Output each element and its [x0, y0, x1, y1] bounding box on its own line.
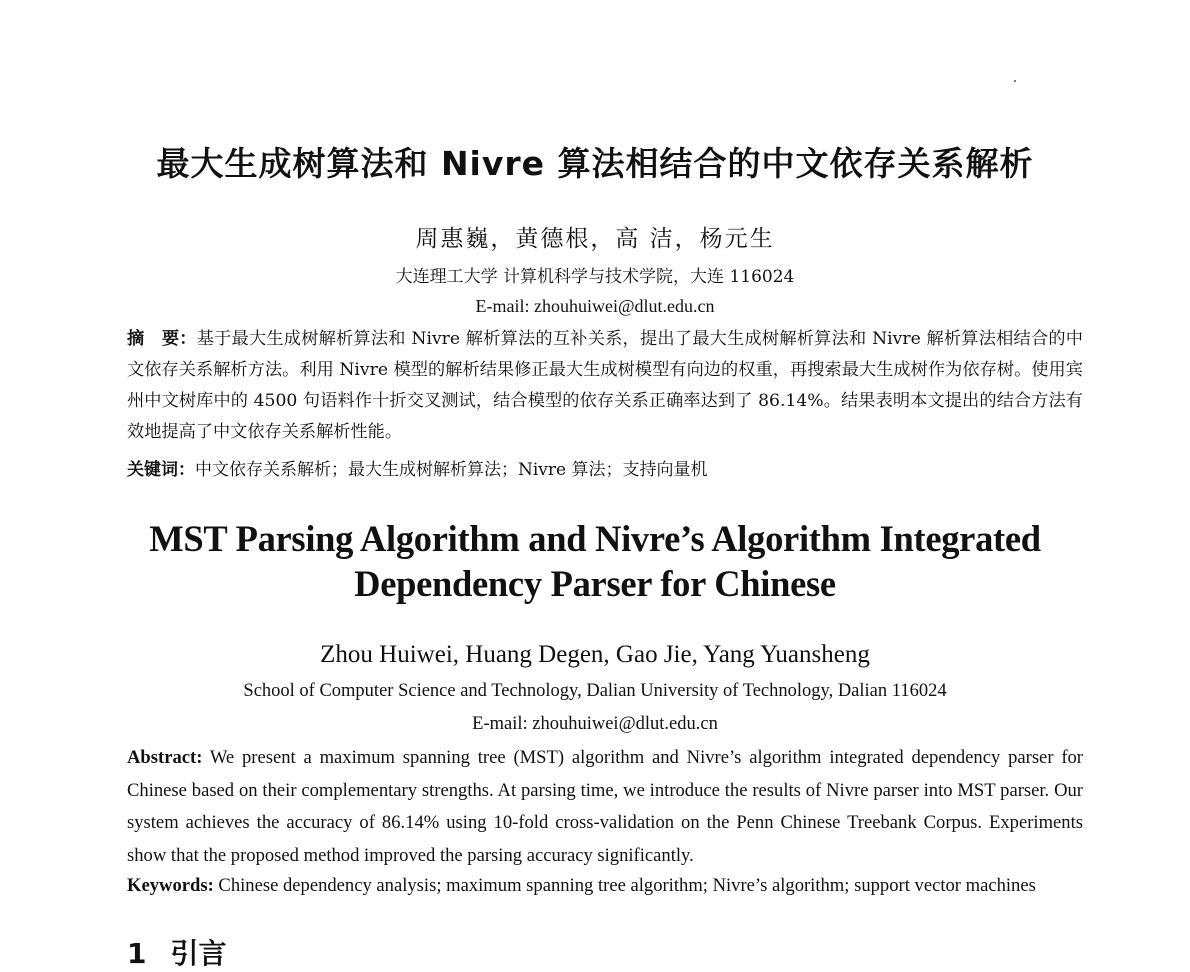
english-authors: Zhou Huiwei, Huang Degen, Gao Jie, Yang Yuansheng [320, 641, 870, 668]
english-abstract [127, 742, 1083, 872]
chinese-keywords-label: 关键词： [127, 460, 195, 480]
english-affiliation: School of Computer Science and Technology, Dalian University of Technology, Dalian 116024 [243, 681, 947, 701]
english-title [0, 516, 1190, 606]
scan-speck [1014, 80, 1016, 82]
chinese-authors: 周惠巍，黄德根，高 洁，杨元生 [415, 226, 775, 252]
english-title-line-2: Dependency Parser for Chinese [354, 563, 836, 604]
section-title: 引言 [170, 937, 227, 970]
english-email: E-mail: zhouhuiwei@dlut.edu.cn [472, 714, 718, 734]
english-abstract-text: We present a maximum spanning tree (MST) algorithm and Nivre’s algorithm integrated dependency parser for Chinese based on their complementary strengths. At parsing time, we introduce the results of Nivre parser into MST parser. Our system achieves the accuracy of 86.14% using 10-fold cross-validation on the Penn Chinese Treebank Corpus. Experiments show that the proposed method improved the parsing accuracy significantly. [127, 747, 1084, 866]
chinese-affiliation: 大连理工大学 计算机科学与技术学院，大连 116024 [395, 267, 795, 287]
section-heading [127, 932, 227, 972]
english-abstract-label: Abstract: [127, 747, 203, 768]
english-keywords-label: Keywords: [127, 875, 214, 896]
english-keywords-text: Chinese dependency analysis; maximum spanning tree algorithm; Nivre’s algorithm; support vector machines [218, 875, 1036, 896]
english-title-line-1: MST Parsing Algorithm and Nivre’s Algorithm Integrated [149, 518, 1041, 559]
chinese-abstract-label: 摘 要： [127, 329, 197, 349]
chinese-keywords [127, 455, 1083, 480]
chinese-email: E-mail: zhouhuiwei@dlut.edu.cn [475, 296, 715, 316]
chinese-abstract-text: 基于最大生成树解析算法和 Nivre 解析算法的互补关系，提出了最大生成树解析算法和 Nivre 解析算法相结合的中文依存关系解析方法。利用 Nivre 模型的解析结果修正最大生成树模型有向边的权重，再搜索最大生成树作为依存树。使用宾州中文树库中的 4500 句语料作十折交叉测试，结合模型的依存关系正确率达到了 86.14%。结果表明本文提出的结合方法有效地提高了中文依存关系解析性能。 [127, 329, 1083, 442]
chinese-keywords-text: 中文依存关系解析；最大生成树解析算法；Nivre 算法；支持向量机 [195, 460, 708, 480]
english-keywords [127, 875, 1083, 897]
section-number: 1 [127, 937, 147, 970]
chinese-title: 最大生成树算法和 Nivre 算法相结合的中文依存关系解析 [156, 144, 1034, 183]
chinese-abstract [127, 324, 1083, 448]
